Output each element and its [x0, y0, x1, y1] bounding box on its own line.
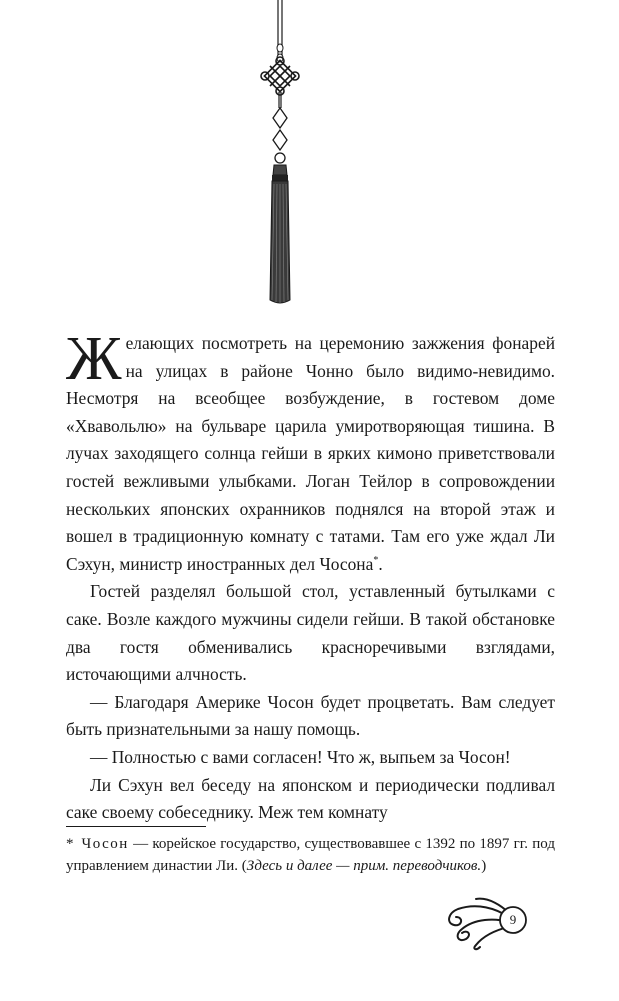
paragraph-4: — Полностью с вами согласен! Что ж, выпьем за Чосон!	[90, 746, 511, 767]
tassel-ornament-icon	[230, 0, 330, 320]
footnote-reference[interactable]: *	[373, 554, 379, 566]
footnote-divider	[66, 826, 206, 827]
footnote-mark: *	[66, 836, 74, 852]
paragraph-2: Гостей разделял большой стол, уставленный бутылками с саке. Возле каждого мужчины сидели гейши. В такой обстановке два гостя обменивались красноречивыми взглядами, источающими алчность.	[66, 581, 555, 685]
footnote-text: — корейское государство, существовавшее с 1392 по 1897 гг. под управлением династии Ли. (	[66, 836, 555, 874]
footnote-italic: Здесь и далее — прим. переводчиков.	[246, 858, 482, 874]
paragraph-1-text: елающих посмотреть на церемонию зажжения фонарей на улицах в районе Чонно было видимо-невидимо. Несмотря на всеобщее возбуждение, в гостевом доме «Хвавольлю» на бульваре царила умиротворяющая тишина. В лучах заходящего солнца гейши в ярких кимоно приветствовали гостей вежливыми улыбками. Логан Тейлор в сопровождении нескольких японских охранников поднялся на второй этаж и вошел в традиционную комнату с татами. Там его уже ждал Ли Сэхун, министр иностранных дел Чосона	[66, 333, 555, 574]
paragraph-5: Ли Сэхун вел беседу на японском и периодически подливал саке своему собеседнику. Меж тем комнату	[66, 774, 555, 823]
footnote	[66, 833, 555, 877]
page-number: 9	[509, 912, 517, 927]
paragraph-3: — Благодаря Америке Чосон будет процветать. Вам следует быть признательными за нашу помощь.	[66, 691, 555, 740]
footnote-term: Чосон	[81, 836, 129, 852]
footnote-close: )	[481, 858, 487, 874]
paragraph-1-tail: .	[378, 553, 383, 574]
drop-cap: Ж	[66, 325, 122, 393]
paragraph-1	[66, 325, 555, 578]
main-text	[66, 325, 555, 827]
flourish-ornament-icon	[436, 893, 556, 953]
